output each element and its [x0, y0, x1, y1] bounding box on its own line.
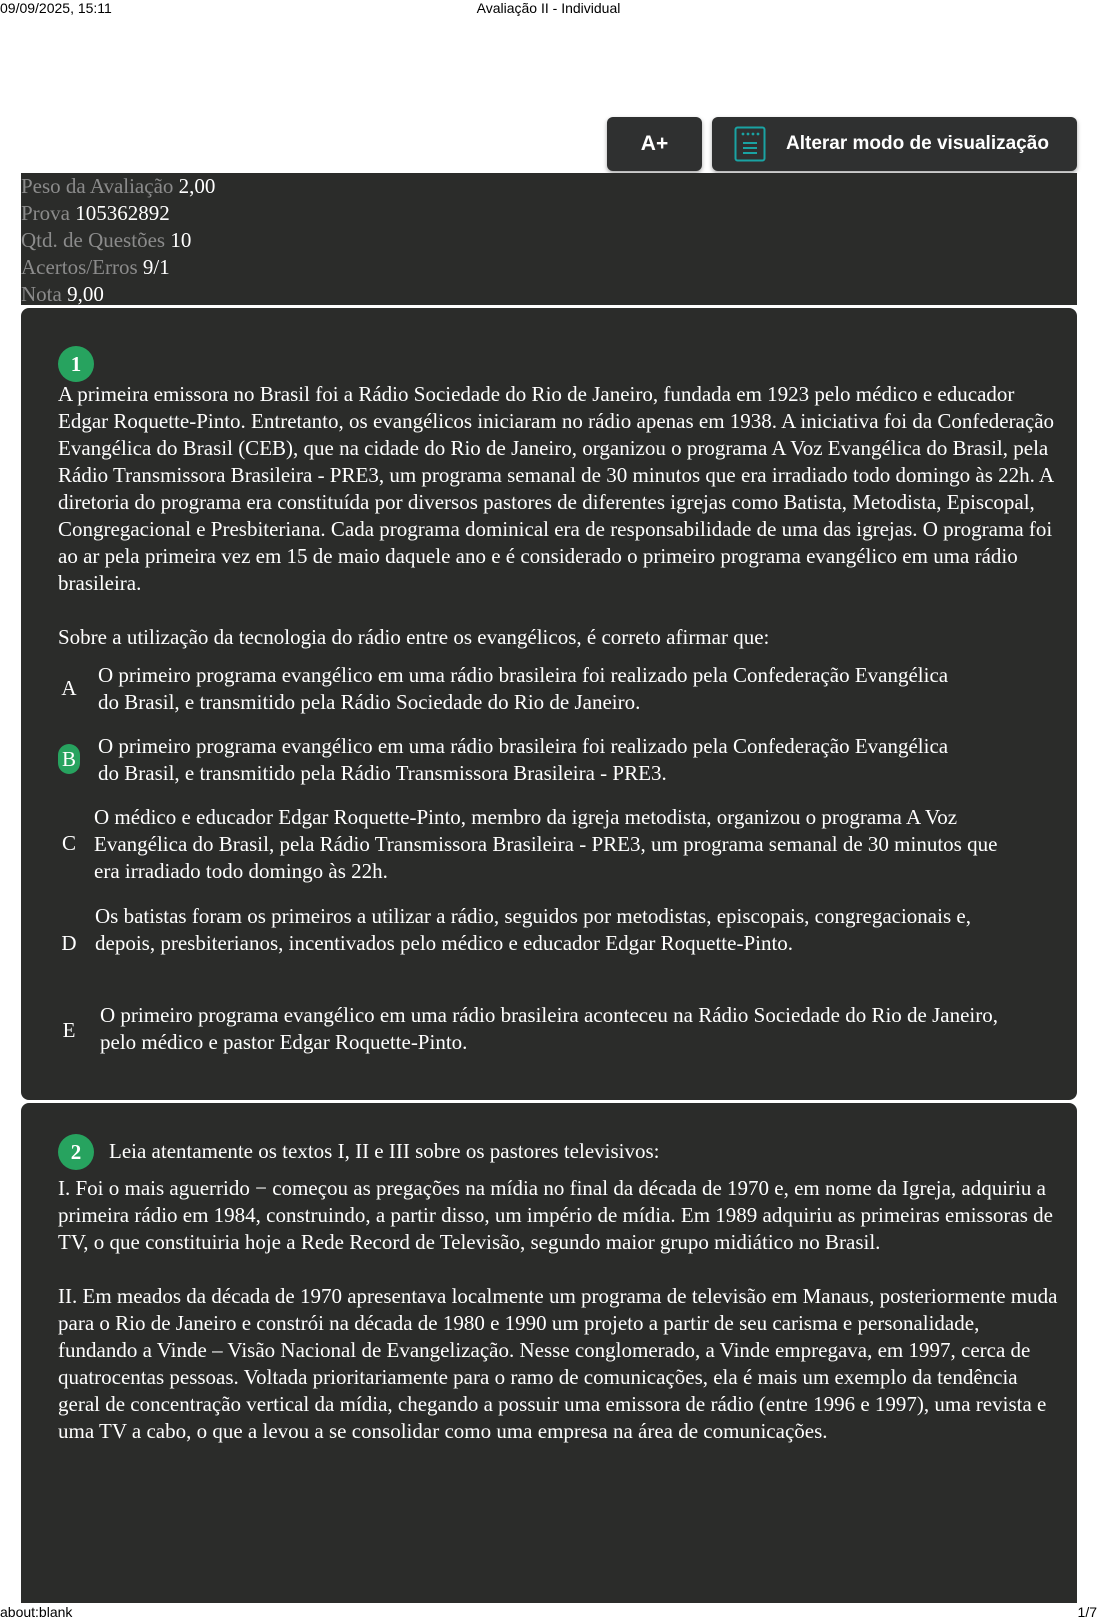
summary-score-row — [21, 254, 1077, 281]
summary-score-value: 9/1 — [142, 255, 170, 279]
summary-questions-row — [21, 227, 1077, 254]
document-view-icon — [734, 126, 766, 162]
option-text: O médico e educador Edgar Roquette-Pinto, membro da igreja metodista, organizou o programa A Voz Evangélica do Brasil, pela Rádio Transmissora Brasileira - PRE3, um programa semanal de 30 minutos que era irradiado todo domingo às 22h. — [94, 805, 998, 883]
question-statement: A primeira emissora no Brasil foi a Rádio Sociedade do Rio de Janeiro, fundada em 1923 pelo médico e educador Edgar Roquette-Pinto. Entretanto, os evangélicos iniciaram no rádio apenas em 1938. A iniciativa foi da Confederação Evangélica do Brasil (CEB), que na cidade do Rio de Janeiro, organizou o programa A Voz Evangélica do Brasil, pela Rádio Transmissora Brasileira - PRE3, um programa semanal de 30 minutos que era irradiado todo domingo às 22h. A diretoria do programa era constituída por diversos pastores de diferentes igrejas como Batista, Metodista, Episcopal, Congregacional e Presbiteriana. Cada programa dominical era de responsabilidade de uma das igrejas. O programa foi ao ar pela primeira vez em 15 de maio daquele ano e é considerado o primeiro programa evangélico em uma rádio brasileira. — [58, 382, 1055, 595]
print-datetime: 09/09/2025, 15:11 — [0, 0, 112, 16]
font-size-increase-button[interactable] — [607, 117, 702, 171]
option-a[interactable] — [58, 662, 1068, 716]
question-text-ii: II. Em meados da década de 1970 apresentava localmente um programa de televisão em Manaus, posteriormente muda para o Rio de Janeiro e constrói na década de 1980 e 1990 um projeto a partir de seu carisma e personalidade, fundando a Vinde – Visão Nacional de Evangelização. Nesse conglomerado, a Vinde empregava, em 1997, cerca de quatrocentas pessoas. Voltada prioritariamente para o ramo de comunicações, ela é mais um exemplo da tendência geral de concentração vertical da mídia, chegando a possuir uma emissora de rádio (entre 1996 e 1997), uma revista e uma TV a cabo, o que a levou a se consolidar como uma empresa na área de comunicações. — [58, 1284, 1058, 1443]
question-card-1 — [21, 308, 1077, 1100]
option-d[interactable] — [58, 903, 1068, 984]
summary-exam-row — [21, 200, 1077, 227]
font-size-label: A+ — [640, 132, 669, 155]
summary-score-label: Acertos/Erros — [21, 255, 138, 279]
option-b-correct[interactable] — [58, 733, 1068, 787]
option-letter: E — [62, 1017, 76, 1042]
view-mode-button[interactable] — [712, 117, 1077, 171]
option-e[interactable] — [58, 1002, 1068, 1056]
print-url: about:blank — [0, 1604, 73, 1620]
view-mode-label: Alterar modo de visualização — [786, 133, 1049, 154]
print-title: Avaliação II - Individual — [476, 0, 621, 16]
summary-grade-label: Nota — [21, 282, 62, 306]
option-text: O primeiro programa evangélico em uma rádio brasileira foi realizado pela Confederação Evangélica do Brasil, e transmitido pela Rádio Transmissora Brasileira - PRE3. — [98, 734, 949, 785]
summary-weight-value: 2,00 — [178, 174, 216, 198]
question-intro: Leia atentamente os textos I, II e III sobre os pastores televisivos: — [109, 1139, 660, 1163]
summary-questions-value: 10 — [170, 228, 192, 252]
print-header — [0, 0, 1097, 16]
option-letter: C — [61, 830, 76, 855]
print-footer — [0, 1604, 1097, 1620]
question-text-i: I. Foi o mais aguerrido − começou as pregações na mídia no final da década de 1970 e, em nome da Igreja, adquiriu a primeira rádio em 1984, construindo, a partir disso, um império de mídia. Em 1989 adquiriu as primeiras emissoras de TV, o que constituiria hoje a Rede Record de Televisão, segundo maior grupo midiático no Brasil. — [58, 1176, 1053, 1254]
question-card-2 — [21, 1103, 1077, 1603]
option-text: O primeiro programa evangélico em uma rádio brasileira aconteceu na Rádio Sociedade do Rio de Janeiro, pelo médico e pastor Edgar Roquette-Pinto. — [100, 1003, 998, 1054]
print-page-number: 1/7 — [1077, 1604, 1097, 1620]
summary-exam-value: 105362892 — [75, 201, 170, 225]
option-letter: A — [61, 675, 77, 700]
option-letter: D — [61, 930, 77, 955]
option-c[interactable] — [58, 804, 1068, 885]
question-number-badge: 2 — [58, 1134, 94, 1170]
question-prompt: Sobre a utilização da tecnologia do rádio entre os evangélicos, é correto afirmar que: — [58, 625, 770, 649]
summary-weight-label: Peso da Avaliação — [21, 174, 174, 198]
summary-weight-row — [21, 173, 1077, 200]
option-letter: B — [58, 744, 80, 774]
summary-exam-label: Prova — [21, 201, 70, 225]
option-text: Os batistas foram os primeiros a utilizar a rádio, seguidos por metodistas, episcopais, congregacionais e, depois, presbiterianos, incentivados pelo médico e educador Edgar Roquette-Pinto. — [95, 904, 971, 955]
question-number-badge: 1 — [58, 346, 94, 382]
summary-questions-label: Qtd. de Questões — [21, 228, 166, 252]
option-text: O primeiro programa evangélico em uma rádio brasileira foi realizado pela Confederação Evangélica do Brasil, e transmitido pela Rádio Sociedade do Rio de Janeiro. — [98, 663, 949, 714]
summary-grade-value: 9,00 — [67, 282, 104, 306]
exam-summary — [21, 173, 1077, 305]
summary-grade-row — [21, 281, 1077, 308]
